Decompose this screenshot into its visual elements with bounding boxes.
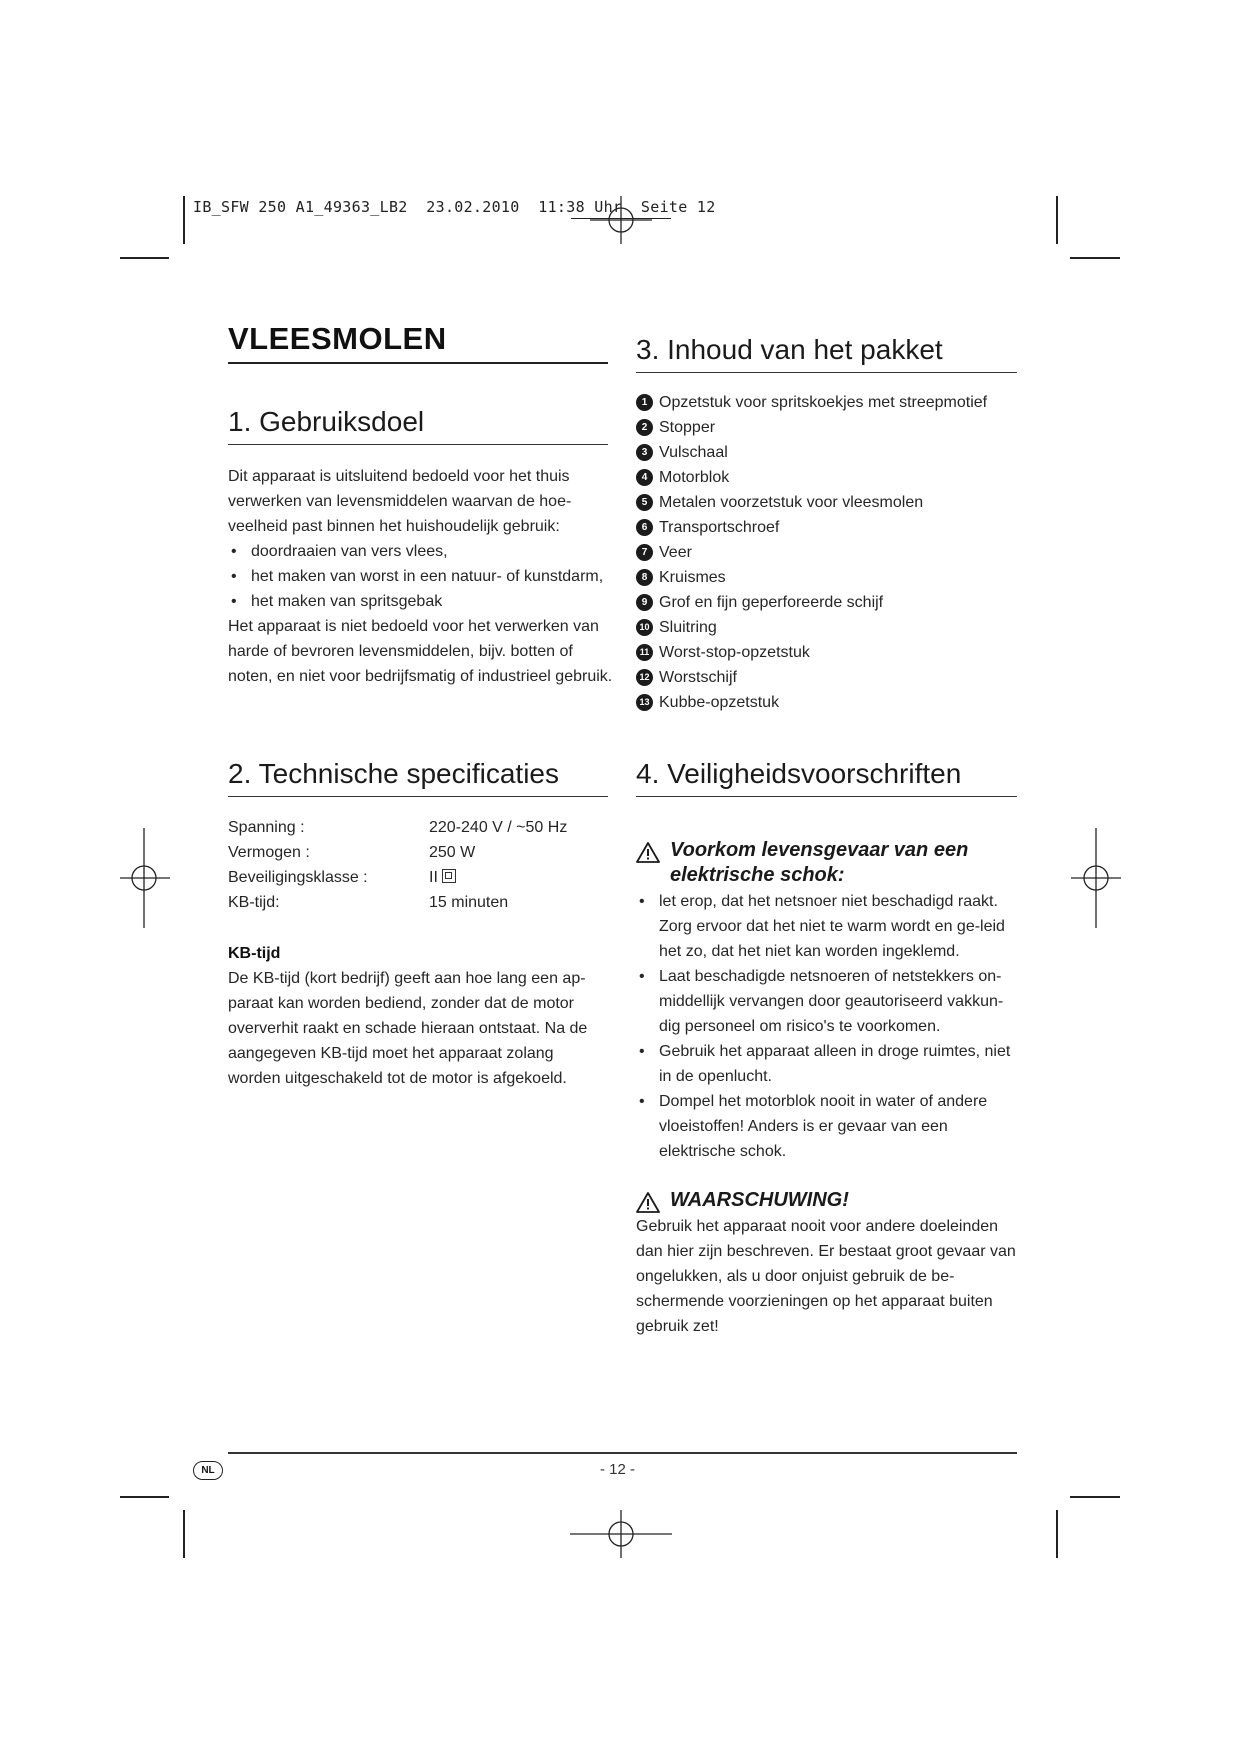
crop-mark-br-v bbox=[1056, 1510, 1058, 1558]
warning-triangle-icon bbox=[636, 1192, 660, 1213]
part-label: Worstschijf bbox=[659, 669, 737, 686]
section1-heading: 1. Gebruiksdoel bbox=[228, 402, 608, 445]
registration-mark-bottom bbox=[570, 1510, 672, 1558]
section4-heading: 4. Veiligheidsvoorschriften bbox=[636, 754, 1017, 797]
section1-outro: Het apparaat is niet bedoeld voor het verwerken van harde of bevroren levensmiddelen, bijv. botten of noten, en niet voor bedrijfsmatig of industrieel gebruik. bbox=[228, 618, 613, 685]
list-item bbox=[636, 515, 1026, 540]
list-item bbox=[636, 565, 1026, 590]
part-number-badge: 5 bbox=[636, 494, 653, 511]
part-label: Grof en fijn geperforeerde schijf bbox=[659, 594, 884, 611]
spec-value: 220-240 V / ~50 Hz bbox=[429, 818, 568, 836]
spec-label: Spanning : bbox=[228, 818, 305, 836]
part-label: Veer bbox=[659, 544, 692, 561]
crop-mark-tl-h bbox=[120, 257, 169, 259]
part-label: Opzetstuk voor spritskoekjes met streepmotief bbox=[659, 394, 988, 411]
part-number-badge: 2 bbox=[636, 419, 653, 436]
part-number-badge: 9 bbox=[636, 594, 653, 611]
part-number-badge: 7 bbox=[636, 544, 653, 561]
warning2-heading bbox=[636, 1188, 1060, 1213]
crop-mark-bl-h bbox=[120, 1496, 169, 1498]
table-row bbox=[228, 815, 567, 840]
spec-value: 250 W bbox=[429, 843, 476, 861]
list-item bbox=[636, 490, 1026, 515]
warning2-text: Gebruik het apparaat nooit voor andere doeleinden dan hier zijn beschreven. Er bestaat groot gevaar van ongelukken, als u door onjuist gebruik de be-schermende voorzieningen op het apparaat buiten gebruik zet! bbox=[636, 1218, 1016, 1335]
warning1-title-line2: elektrische schok: bbox=[670, 864, 845, 886]
kb-heading: KB-tijd bbox=[228, 945, 281, 962]
section1-body bbox=[228, 464, 613, 689]
section3-heading: 3. Inhoud van het pakket bbox=[636, 330, 1017, 373]
spec-value: II bbox=[429, 868, 438, 886]
list-item: • Dompel het motorblok nooit in water of andere vloeistoffen! Anders is er gevaar van een elektrische schok. bbox=[636, 1089, 1021, 1164]
list-item bbox=[636, 465, 1026, 490]
part-label: Stopper bbox=[659, 419, 716, 436]
list-item: • het maken van worst in een natuur- of kunstdarm, bbox=[228, 564, 613, 589]
table-row bbox=[228, 890, 567, 915]
part-label: Worst-stop-opzetstuk bbox=[659, 644, 810, 661]
list-item bbox=[636, 415, 1026, 440]
part-label: Kruismes bbox=[659, 569, 726, 586]
warning1-title-line1: Voorkom levensgevaar van een bbox=[670, 839, 969, 861]
part-label: Motorblok bbox=[659, 469, 730, 486]
part-number-badge: 10 bbox=[636, 619, 653, 636]
registration-mark-top bbox=[590, 196, 652, 244]
slug-file: IB_SFW 250 A1_49363_LB2 bbox=[193, 198, 408, 216]
registration-mark-left bbox=[120, 828, 170, 928]
part-number-badge: 6 bbox=[636, 519, 653, 536]
part-number-badge: 3 bbox=[636, 444, 653, 461]
part-label: Vulschaal bbox=[659, 444, 728, 461]
spec-label: KB-tijd: bbox=[228, 893, 280, 911]
slug-page: Seite 12 bbox=[640, 198, 716, 216]
slug-time: 11:38 Uhr bbox=[538, 198, 623, 216]
warning1-body bbox=[636, 889, 1021, 1164]
list-item bbox=[636, 440, 1026, 465]
slug-date: 23.02.2010 bbox=[426, 198, 520, 216]
section2-heading: 2. Technische specificaties bbox=[228, 754, 608, 797]
list-item bbox=[636, 690, 1026, 715]
crop-mark-tl-v bbox=[183, 196, 185, 244]
crop-mark-br-h bbox=[1070, 1496, 1120, 1498]
part-number-badge: 11 bbox=[636, 644, 653, 661]
kb-text: De KB-tijd (kort bedrijf) geeft aan hoe lang een ap-paraat kan worden bediend, zonder dat de motor oververhit raakt en schade hieraan ontstaat. Na de aangegeven KB-tijd moet het apparaat zolang worden uitgeschakeld tot de motor is afgekoeld. bbox=[228, 970, 588, 1087]
list-item bbox=[636, 540, 1026, 565]
warning1-bullets bbox=[636, 889, 1021, 1164]
table-row bbox=[228, 865, 567, 890]
list-item: • doordraaien van vers vlees, bbox=[228, 539, 613, 564]
warning1-heading bbox=[636, 838, 1060, 888]
list-item bbox=[636, 390, 1026, 415]
section1-intro: Dit apparaat is uitsluitend bedoeld voor het thuis verwerken van levensmiddelen waarvan de hoe-veelheid past binnen het huishoudelijk gebruik: bbox=[228, 468, 572, 535]
footer-rule bbox=[228, 1452, 1017, 1454]
spec-label: Vermogen : bbox=[228, 843, 310, 861]
part-number-badge: 8 bbox=[636, 569, 653, 586]
part-label: Kubbe-opzetstuk bbox=[659, 694, 780, 711]
crop-mark-tr-v bbox=[1056, 196, 1058, 244]
parts-list bbox=[636, 390, 1026, 715]
page-title: VLEESMOLEN bbox=[228, 318, 608, 364]
spec-table bbox=[228, 815, 567, 915]
crop-mark-bl-v bbox=[183, 1510, 185, 1558]
registration-mark-right bbox=[1071, 828, 1121, 928]
part-number-badge: 12 bbox=[636, 669, 653, 686]
table-row bbox=[228, 840, 567, 865]
page-number: - 12 - bbox=[600, 1461, 636, 1478]
list-item bbox=[636, 665, 1026, 690]
list-item: • let erop, dat het netsnoer niet beschadigd raakt. Zorg ervoor dat het niet te warm wordt en ge-leid het zo, dat het niet kan worden ingeklemd. bbox=[636, 889, 1021, 964]
language-badge: NL bbox=[193, 1461, 223, 1480]
section1-bullets bbox=[228, 539, 613, 614]
crop-mark-tr-h bbox=[1070, 257, 1120, 259]
part-label: Metalen voorzetstuk voor vleesmolen bbox=[659, 494, 924, 511]
list-item: • Laat beschadigde netsnoeren of netstekkers on-middellijk vervangen door geautoriseerd vakkun-dig personeel om risico's te voorkomen. bbox=[636, 964, 1021, 1039]
warning2-title: WAARSCHUWING! bbox=[670, 1189, 849, 1211]
list-item bbox=[636, 640, 1026, 665]
part-number-badge: 1 bbox=[636, 394, 653, 411]
spec-label: Beveiligingsklasse : bbox=[228, 868, 368, 886]
list-item: • het maken van spritsgebak bbox=[228, 589, 613, 614]
part-label: Transportschroef bbox=[659, 519, 780, 536]
spec-value: 15 minuten bbox=[429, 893, 509, 911]
part-label: Sluitring bbox=[659, 619, 717, 636]
spec-value-cell bbox=[429, 865, 567, 890]
part-number-badge: 4 bbox=[636, 469, 653, 486]
list-item bbox=[636, 590, 1026, 615]
protection-class-ii-icon bbox=[442, 869, 456, 883]
list-item bbox=[636, 615, 1026, 640]
part-number-badge: 13 bbox=[636, 694, 653, 711]
list-item: • Gebruik het apparaat alleen in droge ruimtes, niet in de openlucht. bbox=[636, 1039, 1021, 1089]
warning-triangle-icon bbox=[636, 842, 660, 863]
